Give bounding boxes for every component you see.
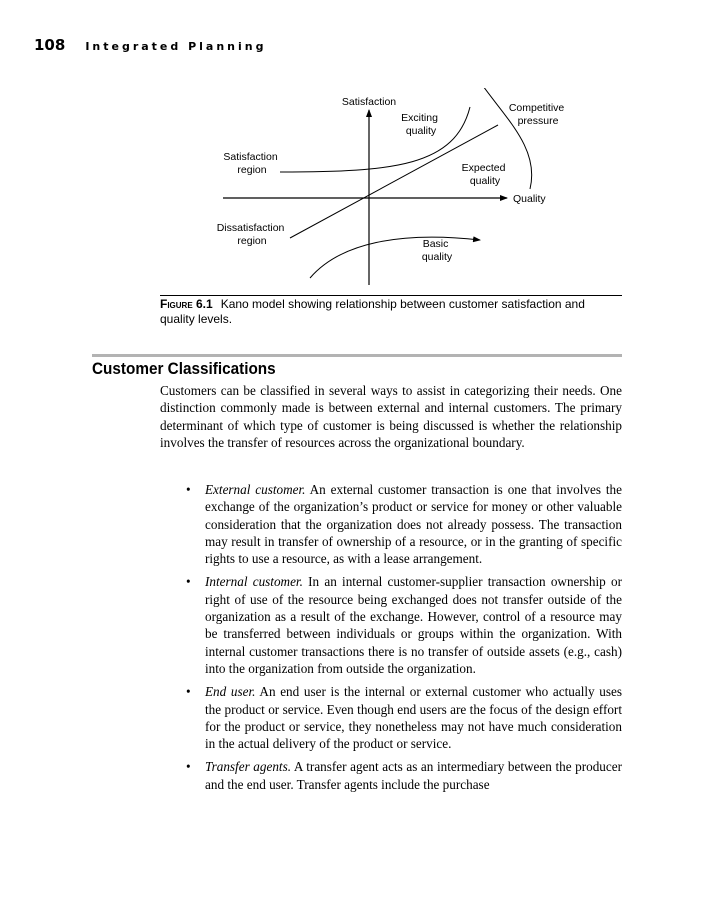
figure-caption-text: Kano model showing relationship between customer satisfaction and quality levels. <box>160 297 585 326</box>
exciting-quality-label: Exciting quality <box>401 112 438 137</box>
list-item-term: End user. <box>205 684 256 700</box>
figure-caption <box>160 297 622 327</box>
basic-quality-curve <box>310 237 480 278</box>
section-heading: Customer Classifications <box>92 359 276 378</box>
satisfaction-region-label: Satisfaction region <box>223 151 278 176</box>
expected-quality-label: Expected quality <box>461 162 506 187</box>
list-item-text: A transfer agent acts as an intermediary between the producer and the end user. Transfer agents include the purchase <box>205 759 622 792</box>
list-item-term: Transfer agents. <box>205 759 292 775</box>
list-item <box>160 573 622 677</box>
list-item-text: An end user is the internal or external customer who actually uses the product or service. Even though end users are the focus of the design effort for the product or service, they nonetheless may not have much consideration in the actual delivery of the product or service. <box>205 684 623 752</box>
exciting-quality-curve <box>280 107 470 172</box>
list-item <box>160 758 622 793</box>
bullet-icon: • <box>186 684 191 700</box>
list-item-term: Internal customer. <box>205 574 303 590</box>
basic-quality-label: Basic quality <box>421 238 453 263</box>
bullet-icon: • <box>186 759 191 775</box>
dissatisfaction-region-label: Dissatisfaction region <box>216 222 285 247</box>
running-header <box>34 36 267 56</box>
section-divider <box>92 354 622 357</box>
customer-types-list <box>160 481 622 799</box>
list-item-text: In an internal customer-supplier transaction ownership or right of use of the resource being exchanged does not transfer outside of the organization as a result of the exchange. However, control of a resource may be transferred between individuals or groups within the organization. With internal customer transactions there is no transfer of outside assets (e.g., cash) into the organization from outside the organization. <box>205 574 622 676</box>
book-title: Integrated Planning <box>85 40 267 53</box>
caption-divider <box>160 295 622 296</box>
list-item-term: External customer. <box>205 482 306 497</box>
figure-caption-label: Figure 6.1 <box>160 297 213 311</box>
list-item <box>160 683 622 752</box>
intro-paragraph: Customers can be classified in several ways to assist in categorizing their needs. One distinction commonly made is between external and internal customers. The primary determinant of which type of customer is being discussed is whether the relationship involves the transfer of resources across the organizational boundary. <box>160 383 622 450</box>
list-item <box>160 481 622 567</box>
list-item-text: An external customer transaction is one that involves the exchange of the organization’s product or service for money or other valuable consideration that the organization does not already possess. The transaction may result in transfer of ownership of a resource, or in the granting of specific rights to use a resource, as with a lease arrangement. <box>205 482 622 567</box>
satisfaction-axis-label: Satisfaction <box>341 96 397 108</box>
bullet-icon: • <box>186 482 191 497</box>
kano-model-figure <box>160 88 580 290</box>
expected-quality-line <box>290 125 498 238</box>
competitive-pressure-label: Competitive pressure <box>508 102 565 127</box>
bullet-icon: • <box>186 574 191 590</box>
kano-model-diagram <box>160 88 580 290</box>
quality-axis-label: Quality <box>513 193 546 205</box>
page-number: 108 <box>34 36 66 54</box>
